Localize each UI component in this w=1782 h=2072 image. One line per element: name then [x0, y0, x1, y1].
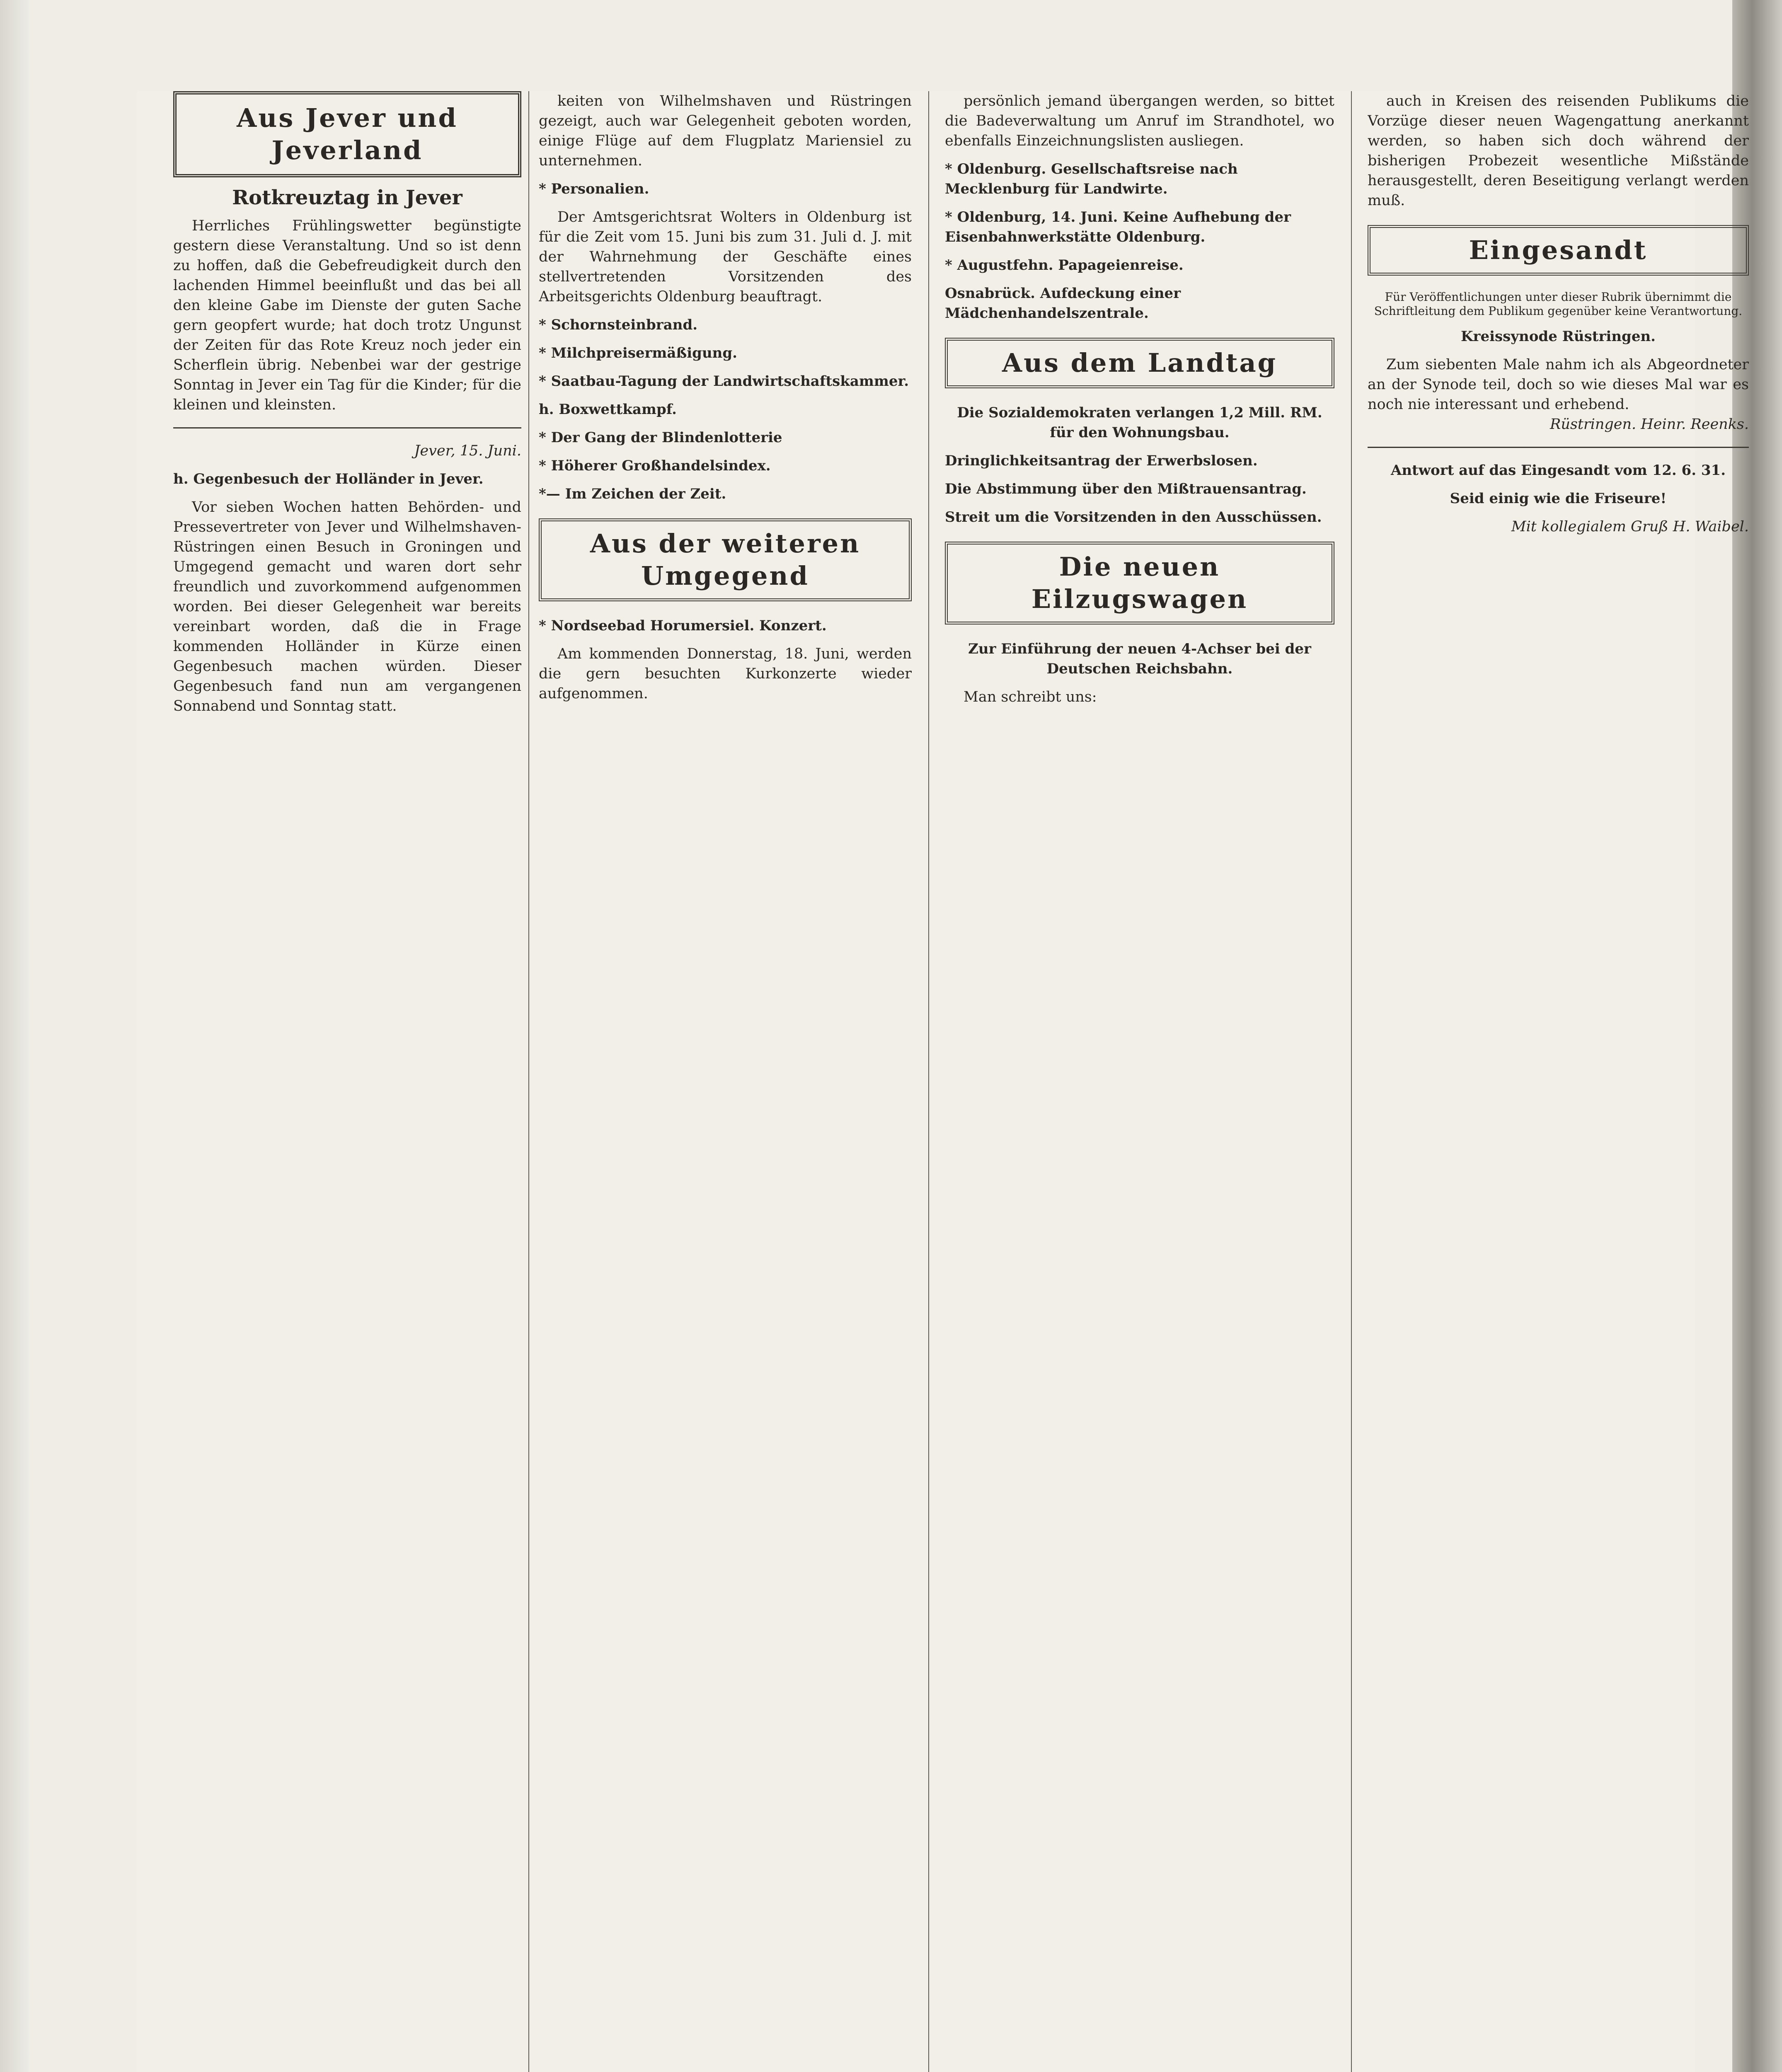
column-rule: [928, 91, 929, 2072]
article-subtitle: Zur Einführung der neuen 4-Achser bei der Deutschen Reichsbahn.: [968, 641, 1311, 677]
signature: Rüstringen. Heinr. Reenks.: [1550, 416, 1749, 433]
column-rule: [1351, 91, 1352, 2072]
article-title: * Höherer Großhandelsindex.: [539, 457, 771, 474]
article-subtitle: Seid einig wie die Friseure!: [1450, 490, 1667, 507]
article-title: Die Abstimmung über den Mißtrauensantrag.: [945, 481, 1307, 497]
newspaper-page: [137, 91, 1749, 2072]
article-title: * Nordseebad Horumersiel. Konzert.: [539, 617, 827, 634]
article-text: Herrliches Frühlingswetter begünstigte gestern diese Veranstaltung. Und so ist denn zu hoffen, daß die Gebefreudigkeit durch den lachenden Himmel beeinflußt und das bei all den kleine Gabe im Dienste der guten Sache gern geopfert wurde; hat doch trotz Ungunst der Zeiten für das Rote Kreuz noch jeder ein Scherflein übrig. Nebenbei war der gestrige Sonntag in Jever ein Tag für die Kinder; für die kleinen und kleinsten.: [173, 218, 521, 413]
divider: [173, 427, 521, 428]
article-title: Dringlichkeitsantrag der Erwerbslosen.: [945, 453, 1258, 469]
article-text: persönlich jemand übergangen werden, so bittet die Badeverwaltung um Anruf im Strandhotel, wo ebenfalls Einzeichnungslisten ausliegen.: [945, 93, 1334, 149]
article-title: Antwort auf das Eingesandt vom 12. 6. 31.: [1390, 462, 1726, 479]
article-title: Die Sozialdemokraten verlangen 1,2 Mill. RM. für den Wohnungsbau.: [957, 404, 1322, 441]
section-header-box: [1368, 225, 1749, 276]
article-title: Streit um die Vorsitzenden in den Ausschüssen.: [945, 509, 1322, 525]
signature: Mit kollegialem Gruß H. Waibel.: [1511, 518, 1749, 535]
article-text: Man schreibt uns:: [964, 689, 1097, 705]
article-title: h. Boxwettkampf.: [539, 401, 677, 418]
section-header: Eingesandt: [1469, 235, 1648, 265]
article-text: Der Amtsgerichtsrat Wolters in Oldenburg ist für die Zeit vom 15. Juni bis zum 31. Juli d. J. mit der Wahrnehmung der Geschäfte eines stellvertretenden Vorsitzenden des Arbeitsgerichts Oldenburg beauftragt.: [539, 209, 912, 305]
column-3: [945, 91, 1334, 2072]
dateline: Jever, 15. Juni.: [414, 443, 521, 459]
scan-margin-left: [0, 0, 29, 2072]
article-text: keiten von Wilhelmshaven und Rüstringen gezeigt, auch war Gelegenheit geboten worden, einige Flüge auf dem Flugplatz Mariensiel zu unternehmen.: [539, 93, 912, 169]
section-header-box: [945, 338, 1334, 388]
section-header-box: [945, 542, 1334, 625]
article-title: * Personalien.: [539, 181, 649, 197]
section-header: Aus dem Landtag: [1002, 348, 1277, 378]
section-header-box: [173, 91, 521, 177]
column-rule: [528, 91, 529, 2072]
article-title: * Saatbau-Tagung der Landwirtschaftskammer.: [539, 373, 909, 390]
article-title: Rotkreuztag in Jever: [232, 186, 462, 209]
section-header-box: [539, 518, 912, 601]
article-title: Osnabrück. Aufdeckung einer Mädchenhandelszentrale.: [945, 285, 1181, 322]
section-header: Aus Jever und Jeverland: [237, 103, 458, 165]
article-title: * Augustfehn. Papageienreise.: [945, 257, 1184, 274]
article-title: * Schornsteinbrand.: [539, 317, 698, 333]
article-title: Kreissynode Rüstringen.: [1460, 328, 1656, 345]
article-title: * Milchpreisermäßigung.: [539, 345, 738, 361]
article-text: Vor sieben Wochen hatten Behörden- und Pressevertreter von Jever und Wilhelmshaven-Rüstringen einen Besuch in Groningen und Umgegend gemacht und waren dort sehr freundlich und zuvorkommend aufgenommen worden. Bei dieser Gelegenheit war bereits vereinbart worden, daß die in Frage kommenden Holländer in Kürze einen Gegenbesuch machen würden. Dieser Gegenbesuch fand nun am vergangenen Sonnabend und Sonntag statt.: [173, 499, 521, 714]
article-title: h. Gegenbesuch der Holländer in Jever.: [173, 471, 484, 487]
article-title: * Der Gang der Blindenlotterie: [539, 429, 782, 446]
divider: [1368, 447, 1749, 448]
article-title: *— Im Zeichen der Zeit.: [539, 486, 726, 502]
disclaimer: Für Veröffentlichungen unter dieser Rubrik übernimmt die Schriftleitung dem Publikum gegenüber keine Verantwortung.: [1374, 290, 1743, 318]
article-title: * Oldenburg, 14. Juni. Keine Aufhebung der Eisenbahnwerkstätte Oldenburg.: [945, 209, 1291, 245]
article-text: Zum siebenten Male nahm ich als Abgeordneter an der Synode teil, doch so wie dieses Mal war es noch nie interessant und erhebend.: [1368, 356, 1749, 413]
section-header: Aus der weiteren Umgegend: [590, 528, 861, 591]
column-1: [173, 91, 521, 2072]
section-header: Die neuen Eilzugswagen: [1031, 552, 1248, 614]
article-text: auch in Kreisen des reisenden Publikums die Vorzüge dieser neuen Wagengattung anerkannt werden, so haben sich doch während der bisherigen Probezeit wesentliche Mißstände herausgestellt, deren Beseitigung verlangt werden muß.: [1368, 93, 1749, 209]
article-title: * Oldenburg. Gesellschaftsreise nach Mecklenburg für Landwirte.: [945, 161, 1238, 197]
column-2: [539, 91, 912, 2072]
column-4: [1368, 91, 1749, 2072]
article-text: Am kommenden Donnerstag, 18. Juni, werden die gern besuchten Kurkonzerte wieder aufgenommen.: [539, 646, 912, 702]
